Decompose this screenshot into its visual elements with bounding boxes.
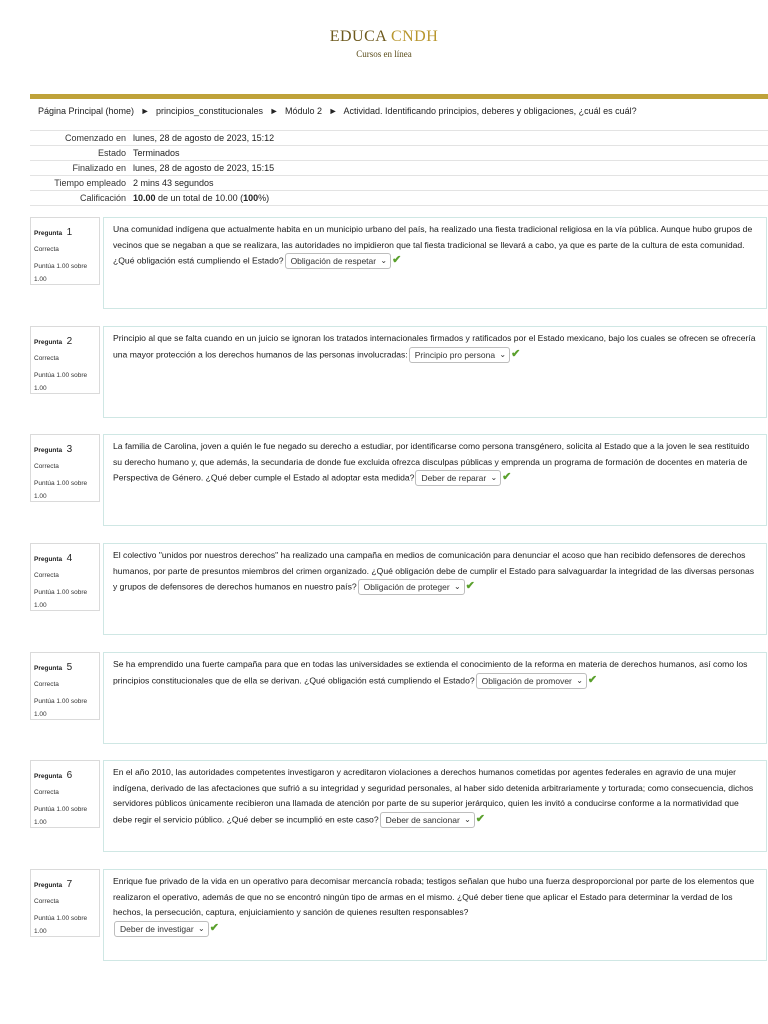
question-state: Correcta [34, 681, 59, 688]
answer-value: Deber de sancionar [385, 814, 460, 825]
question-prefix: Pregunta [34, 773, 63, 780]
question-number: 1 [66, 227, 73, 238]
chevron-down-icon: ⌄ [499, 349, 507, 359]
breadcrumb-separator: ► [140, 106, 150, 116]
grade-percent: 100 [243, 193, 259, 203]
question-grade: Puntúa 1.00 sobre 1.00 [34, 480, 88, 500]
question-text: Una comunidad indígena que actualmente habita en un municipio urbano del país, ha realizado una fiesta tradicional religiosa en la vía pública. Aunque hubo grupos de vecinos que se negaban a que se realizara, las autoridades no impidieron que tal fiesta tradicional se llevará a cabo, ya que es parte de la cultura de esta comunidad. ¿Qué obligación está cumpliendo el Estado? [113, 224, 753, 266]
question-text: La familia de Carolina, joven a quién le fue negado su derecho a estudiar, por identificarse como persona transgénero, solicita al Estado que a la joven le sea restituido su derecho humano y, que además, la secundaria de donde fue excluida ofrezca disculpas públicas y emprenda un programa de formación de docentes en materia de Perspectiva de Género. ¿Qué deber cumple el Estado al adoptar esta medida? [113, 441, 750, 483]
check-icon: ✔ [465, 580, 475, 593]
question-text: Principio al que se falta cuando en un juicio se ignoran los tratados internacionales firmados y ratificados por el Estado mexicano, bajo los cuales se ofrecen se ofrecería una mayor protección a los derechos humanos de las personas involucradas: [113, 333, 756, 359]
check-icon: ✔ [502, 471, 512, 484]
answer-select[interactable] [380, 812, 475, 828]
check-icon: ✔ [209, 921, 219, 934]
site-title-part2: CNDH [390, 28, 439, 45]
question-content [103, 543, 767, 635]
question-prefix: Pregunta [34, 882, 63, 889]
question-state: Correcta [34, 898, 59, 905]
question-text: Enrique fue privado de la vida en un operativo para decomisar mercancía robada; testigos señalan que hubo una fuerza desproporcional por parte de los elementos que realizaron el operativo, además de que no se encontró ningún tipo de armas en el mismo. ¿Qué deber tiene que aplicar el Estado para determinar la verdad de los hechos, la persecución, captura, enjuiciamiento y sanción de quienes resulten responsables? [113, 876, 755, 917]
site-brand [0, 28, 768, 59]
question-content [103, 217, 767, 309]
chevron-down-icon: ⌄ [453, 582, 461, 591]
question-state: Correcta [34, 572, 59, 579]
question-content [103, 652, 767, 744]
summary-label: Estado [97, 148, 126, 158]
question-info [30, 652, 100, 720]
question-grade: Puntúa 1.00 sobre 1.00 [34, 806, 88, 826]
chevron-down-icon: ⌄ [576, 675, 583, 685]
question-number: 5 [66, 662, 73, 673]
chevron-down-icon: ⌄ [198, 923, 205, 933]
chevron-down-icon: ⌄ [464, 814, 471, 824]
breadcrumb-module[interactable]: Módulo 2 [285, 106, 323, 116]
question-prefix: Pregunta [34, 230, 63, 237]
summary-row-time [30, 176, 768, 191]
question-state: Correcta [34, 355, 59, 362]
breadcrumb-course[interactable]: principios_constitucionales [156, 106, 264, 116]
answer-value: Principio pro persona [414, 349, 496, 360]
answer-select[interactable] [476, 673, 587, 689]
question-prefix: Pregunta [34, 556, 63, 563]
summary-value: Terminados [133, 148, 180, 158]
question-info [30, 217, 100, 285]
summary-row-state [30, 146, 768, 161]
question-state: Correcta [34, 463, 59, 470]
summary-label: Comenzado en [64, 133, 126, 143]
breadcrumb-activity[interactable]: Actividad. Identificando principios, deberes y obligaciones, ¿cuál es cuál? [343, 106, 637, 116]
question-prefix: Pregunta [34, 447, 63, 454]
question-grade: Puntúa 1.00 sobre 1.00 [34, 915, 88, 935]
summary-label: Tiempo empleado [54, 178, 126, 188]
question-text: Se ha emprendido una fuerte campaña para que en todas las universidades se extienda el conocimiento de la reforma en materia de derechos humanos, así como los principios constitucionales que de ella se derivan. ¿Qué obligación está cumpliendo el Estado? [113, 659, 748, 685]
breadcrumb [38, 106, 637, 116]
question-grade: Puntúa 1.00 sobre 1.00 [34, 263, 88, 283]
question-grade: Puntúa 1.00 sobre 1.00 [34, 589, 88, 609]
question-state: Correcta [34, 789, 59, 796]
question-prefix: Pregunta [34, 339, 63, 346]
question-prefix: Pregunta [34, 665, 63, 672]
grade-score: 10.00 [133, 193, 156, 203]
question-text: En el año 2010, las autoridades competentes investigaron y acreditaron violaciones a derechos humanos cometidas por agentes federales en agravio de una mujer indígena, derivado de las afectaciones que sufrió a su integridad y seguridad personales, al haber sido detenida arbitrariamente y torturada; como consecuencia, dichos servidores públicos únicamente recibieron una llamada de atención por parte de su superior jerárquico, quien les invitó a conducirse conforme a la normatividad que debe regir el servicio público. ¿Qué deber se incumplió en este caso? [113, 767, 754, 824]
answer-select[interactable] [415, 470, 501, 486]
question-content [103, 326, 767, 418]
summary-label: Calificación [79, 193, 126, 203]
site-title-part1: EDUCA [329, 28, 387, 45]
answer-select[interactable] [409, 347, 510, 363]
answer-value: Obligación de respetar [290, 256, 377, 266]
summary-row-grade [30, 191, 768, 206]
question-content [103, 869, 767, 961]
check-icon: ✔ [392, 254, 402, 267]
chevron-down-icon: ⌄ [380, 256, 388, 265]
question-grade: Puntúa 1.00 sobre 1.00 [34, 698, 88, 718]
breadcrumb-home[interactable]: Página Principal (home) [38, 106, 135, 116]
answer-select[interactable] [358, 579, 465, 595]
summary-label: Finalizado en [72, 163, 126, 173]
question-info [30, 326, 100, 394]
answer-value: Deber de reparar [421, 473, 487, 483]
check-icon: ✔ [587, 673, 598, 686]
check-icon: ✔ [511, 347, 521, 360]
breadcrumb-separator: ► [328, 106, 338, 116]
summary-value: lunes, 28 de agosto de 2023, 15:12 [133, 133, 275, 143]
question-info [30, 543, 100, 611]
question-number: 7 [66, 879, 73, 890]
grade-total: de un total de 10.00 ( [155, 193, 244, 203]
answer-select[interactable] [285, 253, 392, 269]
check-icon: ✔ [475, 812, 486, 825]
grade-end: %) [258, 193, 270, 203]
summary-row-started [30, 131, 768, 146]
breadcrumb-separator: ► [269, 106, 279, 116]
question-info [30, 869, 100, 937]
summary-value: lunes, 28 de agosto de 2023, 15:15 [133, 163, 275, 173]
site-title[interactable] [0, 28, 768, 46]
answer-select[interactable] [114, 921, 209, 937]
question-text: El colectivo "unidos por nuestros derechos" ha realizado una campaña en medios de comunicación para denunciar el acoso que han recibido defensores de derechos humanos, por parte de presuntos miembros del crimen organizado. ¿Qué obligación debe de cumplir el Estado para salvaguardar la integridad de las diversas personas y grupos de defensores de derechos humanos en nuestro país? [113, 550, 755, 592]
question-info [30, 760, 100, 828]
question-info [30, 434, 100, 502]
question-content [103, 760, 767, 852]
question-number: 3 [66, 444, 73, 455]
answer-value: Obligación de proteger [363, 582, 450, 592]
summary-value: 2 mins 43 segundos [133, 178, 214, 188]
attempt-summary [30, 130, 768, 206]
question-state: Correcta [34, 246, 59, 253]
summary-value [126, 193, 269, 203]
answer-value: Obligación de promover [481, 675, 572, 686]
site-subtitle: Cursos en línea [356, 49, 412, 59]
question-number: 4 [66, 553, 73, 564]
question-grade: Puntúa 1.00 sobre 1.00 [34, 372, 88, 392]
answer-value: Deber de investigar [120, 923, 194, 934]
chevron-down-icon: ⌄ [490, 473, 498, 482]
question-number: 6 [66, 770, 73, 781]
summary-row-finished [30, 161, 768, 176]
question-content [103, 434, 767, 526]
header-divider [30, 94, 768, 99]
question-number: 2 [66, 336, 73, 347]
